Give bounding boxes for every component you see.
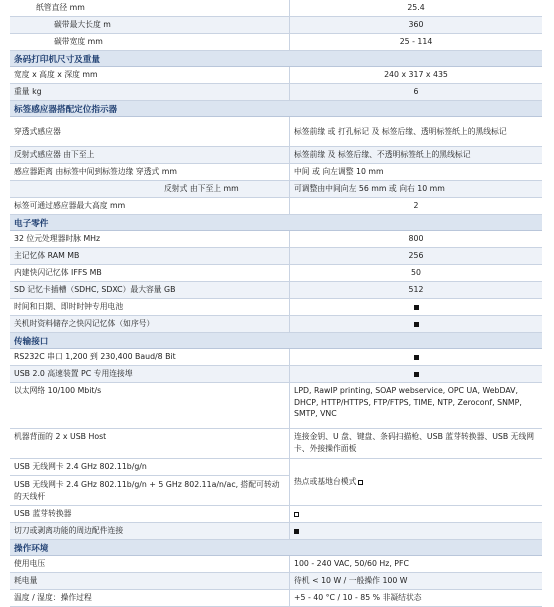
section-title: 电子零件 bbox=[14, 218, 49, 229]
filled-square-icon bbox=[414, 355, 419, 360]
spec-label bbox=[10, 181, 290, 197]
spec-row bbox=[10, 17, 542, 34]
spec-row bbox=[10, 459, 542, 487]
spec-label-text: USB 无线网卡 2.4 GHz 802.11b/g/n bbox=[14, 462, 147, 472]
filled-square-icon bbox=[294, 529, 299, 534]
section-header bbox=[10, 101, 542, 117]
spec-label bbox=[10, 476, 290, 505]
spec-label-text: 机器背面的 2 x USB Host bbox=[14, 432, 107, 441]
spec-label bbox=[10, 506, 290, 522]
section-header bbox=[10, 333, 542, 349]
spec-label bbox=[10, 67, 290, 83]
spec-label-text: 切刀或剥离功能的周边配件连接 bbox=[14, 526, 124, 536]
spec-label bbox=[10, 198, 290, 214]
spec-row bbox=[10, 282, 542, 299]
spec-label bbox=[10, 523, 290, 539]
spec-value-text: 25.4 bbox=[407, 3, 425, 13]
section-title: 传输接口 bbox=[14, 336, 49, 347]
spec-label bbox=[10, 282, 290, 298]
filled-square-icon bbox=[414, 322, 419, 327]
spec-label-text: 纸管直径 mm bbox=[36, 3, 85, 13]
spec-value-text: LPD, RawIP printing, SOAP webservice, OPC UA, WebDAV, DHCP, HTTP/HTTPS, FTP/FTPS, TIME, NTP, Zeroconf, SNMP, SMTP, VNC bbox=[294, 386, 522, 419]
spec-label-text: USB 2.0 高速装置 PC 专用连接埠 bbox=[14, 369, 133, 379]
spec-row bbox=[10, 316, 542, 333]
spec-value bbox=[290, 265, 542, 281]
spec-row bbox=[10, 84, 542, 101]
spec-value-text: 360 bbox=[408, 20, 424, 30]
spec-value-text: 中间 或 向左调整 10 mm bbox=[294, 167, 384, 177]
spec-value-text: 512 bbox=[408, 285, 424, 295]
empty-square-icon bbox=[358, 480, 363, 485]
section-header bbox=[10, 215, 542, 231]
spec-label-text: USB 无线网卡 2.4 GHz 802.11b/g/n + 5 GHz 802.11a/n/ac, 搭配可转动的天线杆 bbox=[14, 479, 280, 501]
spec-value bbox=[290, 556, 542, 572]
spec-value-text: 800 bbox=[408, 234, 424, 244]
spec-label-text: 碳带宽度 mm bbox=[54, 37, 103, 47]
spec-value bbox=[290, 590, 542, 606]
empty-square-icon bbox=[294, 512, 299, 517]
spec-value-text: +5 - 40 °C / 10 - 85 % 非凝结状态 bbox=[294, 593, 422, 603]
spec-label bbox=[10, 383, 290, 428]
spec-row bbox=[10, 299, 542, 316]
spec-value bbox=[290, 147, 542, 163]
spec-value bbox=[290, 459, 542, 506]
spec-label bbox=[10, 573, 290, 589]
spec-value bbox=[290, 198, 542, 214]
spec-row bbox=[10, 117, 542, 147]
spec-row bbox=[10, 34, 542, 51]
spec-row bbox=[10, 573, 542, 590]
spec-label bbox=[10, 248, 290, 264]
spec-row bbox=[10, 349, 542, 366]
spec-label-text: 关机时资料储存之快闪记忆体（如序号） bbox=[14, 319, 155, 329]
spec-value-text: 240 x 317 x 435 bbox=[384, 70, 448, 80]
section-header bbox=[10, 540, 542, 556]
spec-label bbox=[10, 164, 290, 180]
spec-label bbox=[10, 366, 290, 382]
spec-row bbox=[10, 590, 542, 607]
spec-row bbox=[10, 265, 542, 282]
spec-row bbox=[10, 0, 542, 17]
spec-label-text: 温度 / 湿度：操作过程 bbox=[14, 593, 92, 603]
spec-value bbox=[290, 67, 542, 83]
spec-label-text: 感应器距离 由标签中间到标签边缘 穿透式 mm bbox=[14, 167, 177, 177]
spec-label-text: 穿透式感应器 bbox=[14, 126, 61, 136]
spec-row bbox=[10, 67, 542, 84]
spec-value-text: 100 - 240 VAC, 50/60 Hz, PFC bbox=[294, 559, 409, 569]
spec-row bbox=[10, 231, 542, 248]
spec-label bbox=[10, 459, 290, 475]
spec-value bbox=[290, 231, 542, 247]
spec-value-text: 2 bbox=[413, 201, 419, 211]
spec-row bbox=[10, 164, 542, 181]
section-header bbox=[10, 51, 542, 67]
spec-table bbox=[10, 0, 542, 607]
spec-label-text: USB 蓝芽转换器 bbox=[14, 509, 72, 519]
spec-label-text: 标签可通过感应器最大高度 mm bbox=[14, 201, 126, 211]
spec-value bbox=[290, 316, 542, 332]
spec-value bbox=[290, 506, 542, 522]
spec-row bbox=[10, 523, 542, 540]
spec-label-text: 碳带最大长度 m bbox=[54, 20, 111, 30]
spec-label bbox=[10, 231, 290, 247]
spec-label bbox=[10, 84, 290, 100]
spec-label bbox=[10, 147, 290, 163]
spec-value-text: 标签前缘 及 标签后缘、不透明标签纸上的黑线标记 bbox=[294, 150, 471, 160]
spec-row bbox=[10, 198, 542, 215]
spec-value bbox=[290, 299, 542, 315]
spec-value bbox=[290, 349, 542, 365]
spec-value bbox=[290, 0, 542, 16]
spec-label-text: 耗电量 bbox=[14, 576, 38, 586]
spec-value-text: 256 bbox=[408, 251, 424, 261]
spec-row bbox=[10, 248, 542, 265]
spec-value bbox=[290, 523, 542, 539]
section-title: 操作环境 bbox=[14, 543, 49, 554]
spec-row bbox=[10, 366, 542, 383]
spec-value bbox=[290, 248, 542, 264]
spec-value bbox=[290, 17, 542, 33]
spec-value bbox=[290, 181, 542, 197]
spec-row bbox=[10, 383, 542, 429]
spec-value bbox=[290, 429, 542, 458]
spec-value bbox=[290, 117, 542, 146]
spec-label bbox=[10, 0, 290, 16]
spec-value bbox=[290, 282, 542, 298]
spec-label bbox=[10, 429, 290, 458]
spec-value bbox=[290, 383, 542, 428]
spec-label-text: RS232C 串口 1,200 到 230,400 Baud/8 Bit bbox=[14, 352, 176, 362]
spec-value-text: 热点或基地台模式 bbox=[294, 477, 357, 487]
spec-value bbox=[290, 164, 542, 180]
spec-value bbox=[290, 573, 542, 589]
spec-label bbox=[10, 17, 290, 33]
section-title: 标签感应器搭配定位指示器 bbox=[14, 104, 118, 115]
spec-value bbox=[290, 84, 542, 100]
spec-label bbox=[10, 117, 290, 146]
spec-label-text: 32 位元处理器时脉 MHz bbox=[14, 234, 101, 244]
spec-label-text: 内建快闪记忆体 IFFS MB bbox=[14, 268, 102, 278]
spec-value-text: 50 bbox=[411, 268, 421, 278]
filled-square-icon bbox=[414, 305, 419, 310]
spec-value-text: 可调整由中间向左 56 mm 或 向右 10 mm bbox=[294, 184, 445, 194]
spec-row bbox=[10, 429, 542, 459]
spec-label bbox=[10, 590, 290, 606]
spec-label bbox=[10, 556, 290, 572]
spec-value-text: 6 bbox=[413, 87, 419, 97]
spec-label-text: 以太网络 10/100 Mbit/s bbox=[14, 386, 102, 395]
spec-row bbox=[10, 147, 542, 164]
spec-value-text: 连接金钥、U 盘、键盘、条码扫描枪、USB 蓝芽转换器、USB 无线网卡、外接操作面板 bbox=[294, 432, 535, 453]
spec-row bbox=[10, 506, 542, 523]
spec-label-text: 重量 kg bbox=[14, 87, 42, 97]
spec-label-text: 宽度 x 高度 x 深度 mm bbox=[14, 70, 98, 80]
spec-label bbox=[10, 265, 290, 281]
spec-label-text: 主记忆体 RAM MB bbox=[14, 251, 80, 261]
spec-label-text: 时间和日期、即时时钟专用电池 bbox=[14, 302, 124, 312]
spec-value bbox=[290, 34, 542, 50]
spec-label bbox=[10, 299, 290, 315]
spec-label-text: 使用电压 bbox=[14, 559, 46, 569]
spec-row bbox=[10, 181, 542, 198]
spec-value-text: 标签前缘 或 打孔标记 及 标签后缘、透明标签纸上的黑线标记 bbox=[294, 126, 507, 136]
spec-label-text: SD 记忆卡插槽（SDHC, SDXC）最大容量 GB bbox=[14, 285, 176, 295]
spec-value-text: 待机 < 10 W / 一般操作 100 W bbox=[294, 576, 408, 586]
spec-label-text: 反射式 由下至上 mm bbox=[164, 184, 239, 194]
spec-label bbox=[10, 34, 290, 50]
filled-square-icon bbox=[414, 372, 419, 377]
spec-label-text: 反射式感应器 由下至上 bbox=[14, 150, 95, 160]
spec-value bbox=[290, 366, 542, 382]
spec-label bbox=[10, 349, 290, 365]
spec-row bbox=[10, 556, 542, 573]
section-title: 条码打印机尺寸及重量 bbox=[14, 54, 100, 65]
spec-label bbox=[10, 316, 290, 332]
spec-value-text: 25 - 114 bbox=[399, 37, 433, 47]
